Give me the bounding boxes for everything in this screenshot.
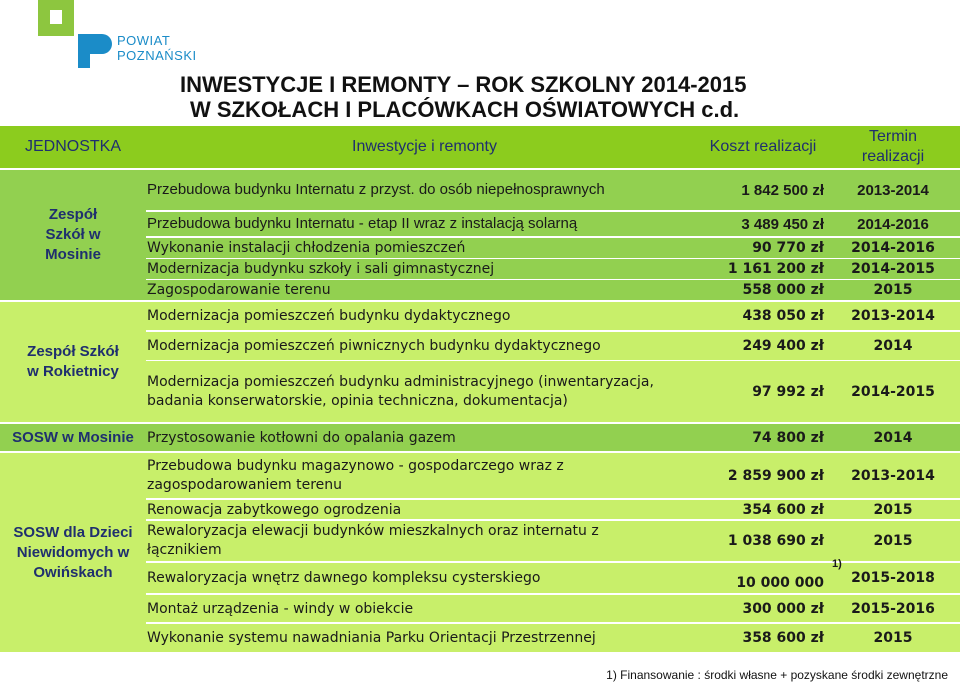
row-cost: 97 992 zł [752, 383, 824, 400]
row-term: 2015-2016 [851, 600, 935, 617]
row-term: 2014-2016 [857, 215, 929, 233]
footnote: 1) Finansowanie : środki własne + pozyskane środki zewnętrzne [606, 668, 948, 682]
row-desc: Modernizacja pomieszczeń budynku dydaktycznego [147, 308, 511, 324]
unit-label: Zespół Szkół w Mosinie [45, 206, 101, 263]
row-term: 2015 [873, 533, 913, 549]
row-cost: 90 770 zł [752, 240, 824, 256]
unit-rokietnica [0, 302, 146, 422]
row-cost: 558 000 zł [742, 282, 824, 298]
row-term: 2014-2015 [851, 383, 935, 400]
row-term: 2014 [873, 429, 913, 446]
unit-label: Zespół Szkół w Rokietnicy [27, 343, 119, 380]
row-term: 2015 [873, 501, 913, 518]
unit-sosw-mosina [0, 424, 146, 451]
row-term: 2014-2015 [851, 261, 935, 277]
logo-line2: POZNAŃSKI [117, 48, 197, 63]
header-term: Termin realizacji [861, 128, 925, 165]
header-unit: JEDNOSTKA [24, 138, 121, 155]
row-desc: Przebudowa budynku Internatu - etap II wraz z instalacją solarną [147, 215, 578, 232]
row-desc: Przebudowa budynku Internatu z przyst. do osób niepełnosprawnych [147, 181, 605, 198]
page-title [180, 72, 746, 122]
row-desc: Modernizacja pomieszczeń budynku administracyjnego (inwentaryzacja, badania konserwatorskie, opinia techniczna, dokumentacja) [147, 373, 654, 409]
row-desc: Przystosowanie kotłowni do opalania gazem [147, 429, 456, 446]
row-desc: Zagospodarowanie terenu [147, 282, 331, 298]
table-header [0, 126, 960, 168]
row-desc: Modernizacja pomieszczeń piwnicznych budynku dydaktycznego [147, 338, 601, 354]
row-cost: 1 161 200 zł [727, 261, 824, 277]
unit-label: SOSW dla Dzieci Niewidomych w Owińskach [13, 523, 133, 581]
row-term: 2014-2016 [851, 240, 935, 256]
row-cost: 10 000 000 [736, 575, 824, 591]
row-desc: Wykonanie systemu nawadniania Parku Orientacji Przestrzennej [147, 630, 596, 646]
row-term: 2013-2014 [851, 308, 935, 324]
unit-mosina-school [0, 170, 146, 300]
row-cost: 249 400 zł [742, 338, 824, 354]
unit-sosw-owinska [0, 453, 146, 652]
row-cost: 358 600 zł [742, 630, 824, 646]
row-cost: 1 842 500 zł [741, 181, 824, 199]
row-desc: Przebudowa budynku magazynowo - gospodarczego wraz z zagospodarowaniem terenu [147, 457, 564, 493]
row-desc: Modernizacja budynku szkoły i sali gimnastycznej [147, 261, 495, 277]
header-desc: Inwestycje i remonty [352, 138, 497, 155]
row-term: 2015 [873, 282, 913, 298]
row-cost: 1 038 690 zł [727, 533, 824, 549]
row-cost: 3 489 450 zł [741, 215, 824, 233]
row-term: 2015 [873, 630, 913, 646]
row-cost: 354 600 zł [742, 501, 824, 518]
row-cost: 2 859 900 zł [727, 467, 824, 484]
row-desc: Montaż urządzenia - windy w obiekcie [147, 600, 414, 617]
header-cost: Koszt realizacji [709, 138, 817, 155]
title-line2: W SZKOŁACH I PLACÓWKACH OŚWIATOWYCH c.d. [190, 97, 740, 122]
row-desc: Renowacja zabytkowego ogrodzenia [147, 501, 402, 518]
footnote-marker: 1) [832, 558, 842, 570]
logo-text [117, 33, 197, 63]
row-cost: 438 050 zł [742, 308, 824, 324]
powiat-logo-icon [36, 0, 112, 68]
row-desc: Rewaloryzacja wnętrz dawnego kompleksu cysterskiego [147, 570, 541, 586]
row-term: 2013-2014 [851, 467, 935, 484]
logo-line1: POWIAT [117, 33, 171, 48]
row-desc: Wykonanie instalacji chłodzenia pomieszczeń [147, 240, 466, 256]
title-line1: INWESTYCJE I REMONTY – ROK SZKOLNY 2014-2015 [180, 72, 747, 97]
row-desc: Rewaloryzacja elewacji budynków mieszkalnych oraz internatu z łącznikiem [147, 523, 599, 558]
row-cost: 74 800 zł [752, 429, 824, 446]
row-term: 2015-2018 [851, 570, 935, 586]
row-term: 2013-2014 [857, 181, 929, 199]
unit-label: SOSW w Mosinie [12, 428, 134, 446]
row-term: 2014 [873, 338, 913, 354]
row-cost: 300 000 zł [742, 600, 824, 617]
